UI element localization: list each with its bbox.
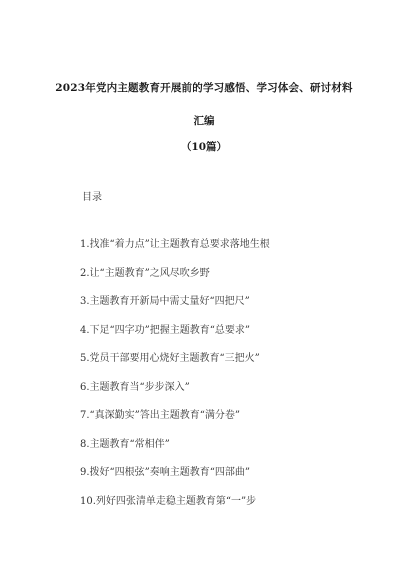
table-of-contents (80, 238, 270, 523)
toc-item-5: 5.党员干部要用心烧好主题教育“三把火” (80, 353, 260, 364)
toc-item-2: 2.让“主题教育”之风尽吹乡野 (80, 267, 210, 279)
toc-item-10: 10.列好四张清单走稳主题教育第“一”步 (80, 495, 257, 507)
toc-item-6: 6.主题教育当“步步深入” (80, 381, 190, 393)
toc-item-3: 3.主题教育开新局中需丈量好“四把尺” (80, 296, 250, 307)
document-title-line-1: 2023年党内主题教育开展前的学习感悟、学习体会、研讨材料 (55, 82, 353, 94)
document-title-line-2: 汇编 (193, 115, 215, 127)
toc-heading: 目录 (82, 192, 102, 203)
toc-item-4: 4.下足“四字功”把握主题教育“总要求” (80, 324, 250, 336)
document-subtitle-count: （10篇） (180, 141, 228, 153)
toc-item-9: 9.拨好“四根弦”奏响主题教育“四部曲” (80, 467, 250, 478)
toc-item-7: 7.“真深勤实”答出主题教育“满分卷” (80, 410, 240, 421)
toc-item-8: 8.主题教育“常相伴” (80, 438, 170, 450)
toc-item-1: 1.找准“着力点”让主题教育总要求落地生根 (80, 239, 270, 250)
